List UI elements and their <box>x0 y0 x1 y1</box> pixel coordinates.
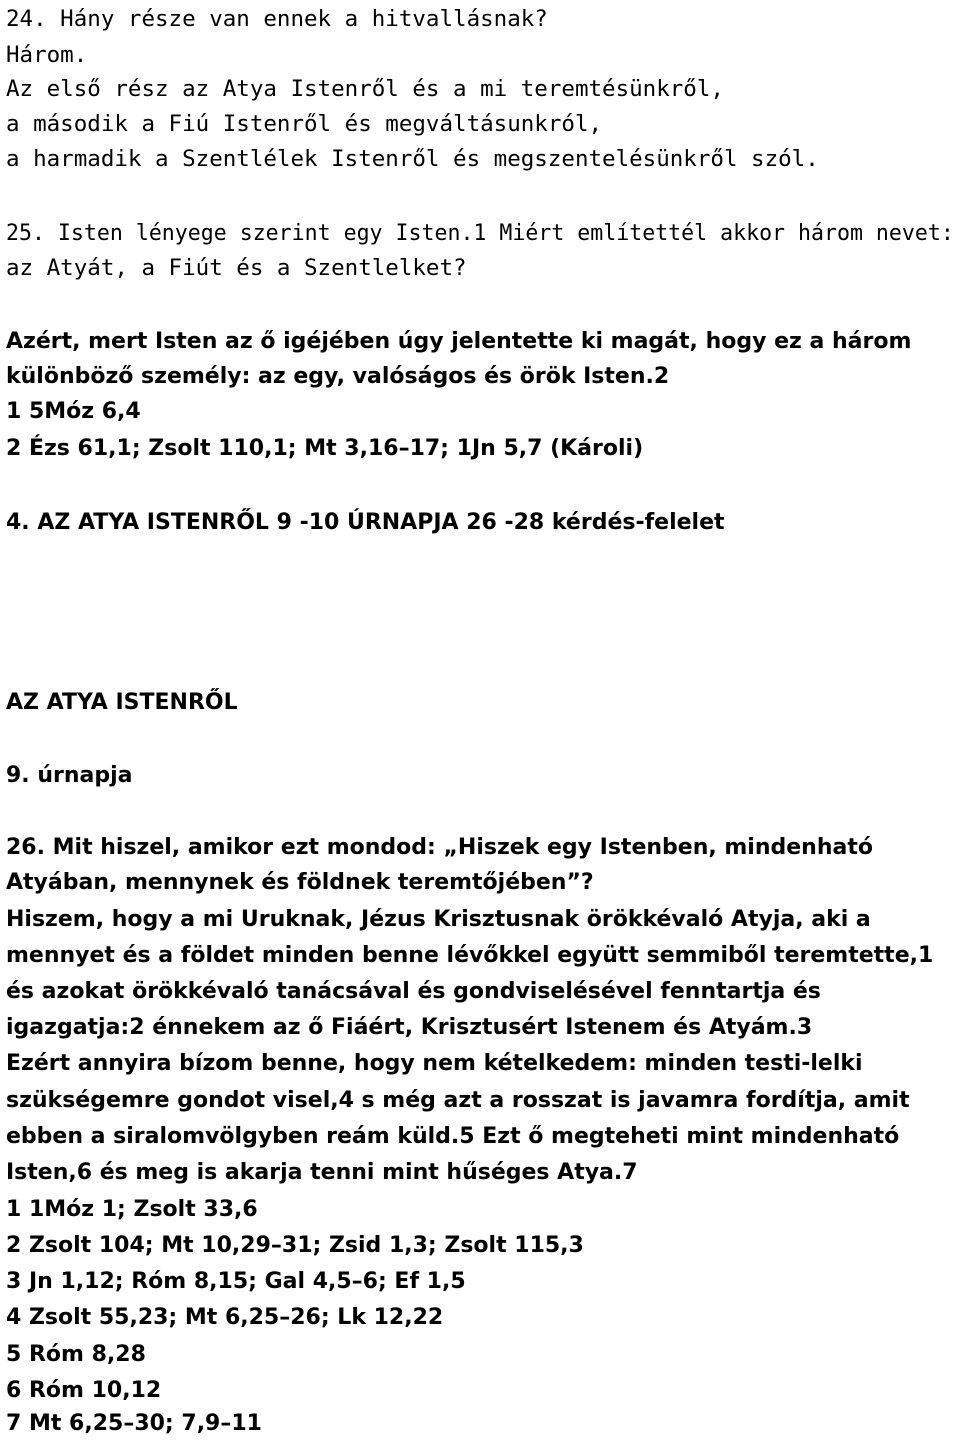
answer-26-line-5: Ezért annyira bízom benne, hogy nem kételkedem: minden testi-lelki <box>6 1051 863 1076</box>
answer-25-line-2: különböző személy: az egy, valóságos és örök Isten.2 <box>6 364 670 389</box>
reference-26-3: 3 Jn 1,12; Róm 8,15; Gal 4,5–6; Ef 1,5 <box>6 1269 466 1294</box>
answer-26-line-8: Isten,6 és meg is akarja tenni mint hűséges Atya.7 <box>6 1160 638 1185</box>
answer-26-line-2: mennyet és a földet minden benne lévőkkel együtt semmiből teremtette,1 <box>6 943 934 968</box>
answer-26-line-1: Hiszem, hogy a mi Uruknak, Jézus Krisztusnak örökkévaló Atyja, aki a <box>6 907 871 932</box>
answer-25-line-1: Azért, mert Isten az ő igéjében úgy jelentette ki magát, hogy ez a három <box>6 329 912 354</box>
reference-26-2: 2 Zsolt 104; Mt 10,29–31; Zsid 1,3; Zsolt 115,3 <box>6 1233 584 1258</box>
sunday-label: 9. úrnapja <box>6 763 133 788</box>
answer-24-line-1: Három. <box>6 42 88 68</box>
reference-26-7: 7 Mt 6,25–30; 7,9–11 <box>6 1411 262 1436</box>
answer-26-line-6: szükségemre gondot visel,4 s még azt a rosszat is javamra fordítja, amit <box>6 1088 910 1113</box>
question-26-line-2: Atyában, mennynek és földnek teremtőjében”? <box>6 870 594 895</box>
section-title: AZ ATYA ISTENRŐL <box>6 690 238 715</box>
question-24: 24. Hány része van ennek a hitvallásnak? <box>6 6 548 32</box>
question-26-line-1: 26. Mit hiszel, amikor ezt mondod: „Hiszek egy Istenben, mindenható <box>6 835 873 860</box>
answer-26-line-4: igazgatja:2 énnekem az ő Fiáért, Krisztusért Istenem és Atyám.3 <box>6 1015 813 1040</box>
question-25-line-1: 25. Isten lényege szerint egy Isten.1 Miért említettél akkor három nevet: <box>6 220 954 246</box>
section-heading: 4. AZ ATYA ISTENRŐL 9 -10 ÚRNAPJA 26 -28 kérdés-felelet <box>6 510 725 535</box>
answer-24-line-3: a második a Fiú Istenről és megváltásunkról, <box>6 111 603 137</box>
question-25-line-2: az Atyát, a Fiút és a Szentlelket? <box>6 255 467 281</box>
reference-26-5: 5 Róm 8,28 <box>6 1342 146 1367</box>
answer-26-line-7: ebben a siralomvölgyben reám küld.5 Ezt ő megteheti mint mindenható <box>6 1124 900 1149</box>
answer-24-line-4: a harmadik a Szentlélek Istenről és megszentelésünkről szól. <box>6 146 819 172</box>
reference-26-6: 6 Róm 10,12 <box>6 1378 162 1403</box>
answer-24-line-2: Az első rész az Atya Istenről és a mi teremtésünkről, <box>6 76 724 102</box>
reference-26-1: 1 1Móz 1; Zsolt 33,6 <box>6 1197 258 1222</box>
reference-25-2: 2 Ézs 61,1; Zsolt 110,1; Mt 3,16–17; 1Jn 5,7 (Károli) <box>6 436 644 461</box>
reference-25-1: 1 5Móz 6,4 <box>6 399 141 424</box>
answer-26-line-3: és azokat örökkévaló tanácsával és gondviselésével fenntartja és <box>6 979 821 1004</box>
reference-26-4: 4 Zsolt 55,23; Mt 6,25–26; Lk 12,22 <box>6 1305 444 1330</box>
